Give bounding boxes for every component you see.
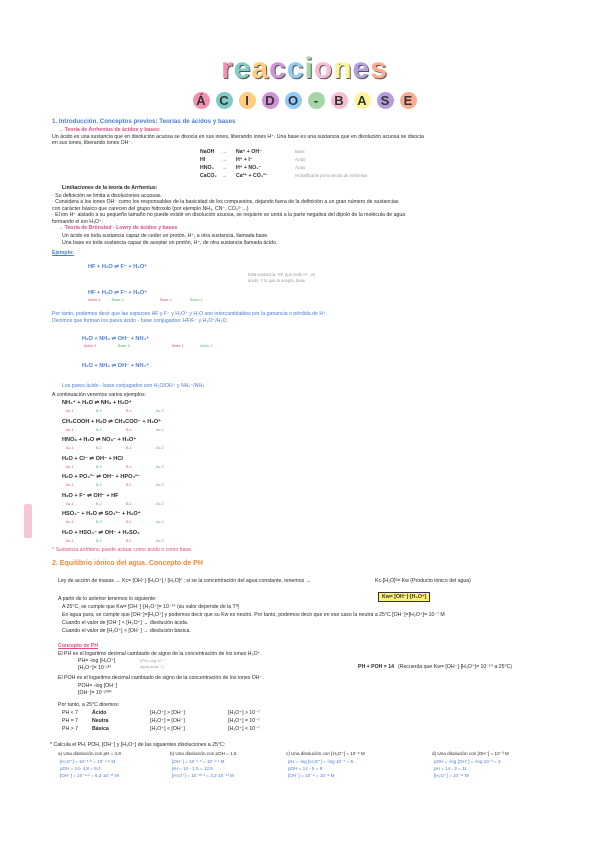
species-label: Base 1	[172, 344, 184, 348]
arrhenius-heading: → Teoría de Arrhenius de ácidos y bases:	[58, 127, 161, 133]
species-label: B.2	[96, 483, 102, 487]
title-letter: c	[286, 52, 305, 85]
species-label: Ac.2	[156, 427, 164, 432]
arrhenius-rhs: H⁺ + I⁻	[236, 157, 253, 163]
concentration-relation: [H₃O⁺] < [OH⁻]	[150, 726, 185, 732]
species-label: B.1	[126, 538, 132, 543]
title-bubble-letter: A	[354, 92, 371, 109]
exercise-line: [H₃O⁺] = 10⁻⁴·⁸ = 10⁻⁴·⁸ M	[60, 759, 116, 764]
concentration-value: [H₃O⁺] > 10⁻⁷	[228, 710, 260, 716]
species-label: Ácido 1	[88, 298, 101, 302]
species-label: Ac.1	[66, 464, 74, 469]
title-line-1	[0, 52, 609, 86]
species-label: Ac.1	[66, 520, 74, 524]
reaction-arrow: →	[222, 165, 228, 171]
species-label: B.2	[96, 427, 102, 432]
ph-poh-sum: PH + POH = 14	[358, 664, 395, 670]
ph-note-1: (PH=-log 10⁻⁷	[140, 658, 166, 663]
exercise-line: pH = 14 - 3 = 11	[434, 766, 467, 771]
species-label: Ac.1	[66, 483, 74, 487]
ph-formula-1: PH= -log [H₃O⁺]	[78, 658, 116, 664]
example-1-bottom: HF + H₂O ⇌ F⁻ + H₃O⁺	[88, 290, 148, 296]
reaction-arrow: →	[222, 173, 228, 179]
examples-intro: A continuación veremos varios ejemplos:	[52, 392, 146, 398]
species-label: Ac.1	[66, 446, 74, 450]
species-label: Ácido 1	[84, 344, 97, 348]
exercise-line: pH = 14 - 1,5 = 12,5	[172, 766, 213, 771]
title-bubble-letter: I	[239, 92, 256, 109]
species-label: Ac.2	[156, 520, 164, 524]
example-2-top: H₂O + NH₃ ⇌ OH⁻ + NH₄⁺	[82, 336, 150, 342]
ph-range: PH > 7	[62, 726, 79, 732]
example-label: Ejemplo:	[52, 250, 74, 256]
exercise-heading: d) Una disolución con [OH⁻] = 10⁻³ M	[432, 751, 509, 756]
section-2-heading: 2. Equilibrio iónico del agua. Concepto de PH	[52, 560, 203, 567]
margin-tag	[24, 504, 32, 538]
title-letter: e	[233, 52, 252, 85]
species-label: Base 2	[118, 344, 130, 348]
arrhenius-note: Base	[295, 149, 305, 154]
concentration-value: [H₃O⁺] = 10⁻⁷	[228, 718, 260, 724]
arrhenius-text-2: en sus iones, liberando iones OH⁻.	[52, 140, 133, 146]
example-1-note-2: ácido. Y la que lo acepta, base	[248, 278, 306, 283]
arrhenius-note: Ácido	[295, 157, 306, 162]
species-label: Ac.2	[156, 446, 164, 450]
limits-heading: Limitaciones de la teoría de Arrhenius:	[62, 185, 158, 191]
species-label: B.1	[126, 446, 132, 450]
poh-formula-2: [OH⁻]= 10⁻ᵖᴼᴴ	[78, 690, 112, 696]
title-letter: a	[251, 52, 270, 85]
species-label: Ac.2	[156, 501, 164, 506]
species-label: B.1	[126, 501, 132, 506]
arrhenius-rhs: Ca²⁺ + CO₃²⁻	[236, 173, 268, 179]
exercise-line: [H₃O⁺] = 10⁻¹¹ M	[434, 773, 469, 778]
amphoteric-note: * Sustancia anfótera: puede actuar como ácido o como base.	[52, 547, 193, 553]
limit-item: · Considera a los iones OH⁻ como los responsables de la basicidad de los compuestos, dejando fuera de la definición a un gran número de sustancias	[52, 199, 399, 206]
species-label: Base 2	[112, 298, 124, 302]
arrhenius-text-1: Un ácido es una sustancia que en disolución acuosa se disocia en sus iones, liberando iones H⁺. Una base es una sustancia que en disolución acuosa se disocia	[52, 134, 424, 140]
concentration-relation: [H₃O⁺] = [OH⁻]	[150, 718, 185, 724]
title-bubble-letter: D	[262, 92, 279, 109]
arrhenius-note: Inclasificable por la teoría de Arrhenius	[295, 173, 368, 178]
species-label: B.2	[96, 501, 102, 506]
species-label: B.2	[96, 409, 102, 413]
title-bubble-letter: C	[216, 92, 233, 109]
bronsted-heading: → Teoría de Brönsted - Lowry de ácidos y bases	[58, 225, 178, 231]
example-1-note-1: Esta sustancia, HF, que cede H⁺, es	[248, 272, 316, 277]
title-letter: o	[313, 52, 334, 85]
ph-sum-note: (Recuerda que Kw= [OH⁻]·[H₃O⁺]= 10⁻¹⁴ a 25°C)	[398, 664, 513, 670]
concentration-relation: [H₃O⁺] > [OH⁻]	[150, 710, 185, 716]
species-label: B.2	[96, 446, 102, 450]
exercise-line: [OH⁻] = 10⁻¹·⁵ = 10⁻¹·⁵ M	[172, 759, 225, 764]
species-label: Ac.2	[156, 409, 164, 413]
exercise-intro: * Calcula el PH, POH, [OH⁻] y [H₃O⁺] de las siguientes disoluciones a 25°C:	[50, 742, 226, 748]
acid-base-example: H₂O + PO₄³⁻ ⇌ OH⁻ + HPO₄²⁻	[62, 474, 140, 480]
acid-base-example: H₂O + HSO₄⁻ ⇌ OH⁻ + H₂SO₄	[62, 529, 140, 536]
concentration-value: [H₃O⁺] < 10⁻⁷	[228, 726, 260, 732]
kw-bullet: En agua pura, se cumple que [OH⁻]=[H₃O⁺] y podemos decir que su Kw es neutro. Por tanto, podemos decir que en ese caso la neutra a 25°C [OH⁻]=[H₃O⁺]= 10⁻⁷ M	[62, 612, 445, 618]
ph-note-2: agua pura: 7)	[140, 664, 164, 669]
species-label: Base 1	[160, 298, 172, 302]
reaction-arrow: →	[222, 149, 228, 155]
species-label: Ac.1	[66, 538, 74, 543]
title-bubble-letter: E	[400, 92, 417, 109]
conjugate-text-1: Por tanto, podemos decir que las especies HF y F⁻ y H₃O⁺ y H₂O son intercambiables por la ganancia o pérdida de H⁺.	[52, 311, 328, 317]
species-label: Ac.1	[66, 409, 74, 413]
solution-type: Neutra	[92, 718, 109, 724]
title-line-2	[0, 92, 609, 110]
exercise-line: pOH = -log [OH⁻] = -log 10⁻³ = 3	[434, 759, 501, 764]
poh-definition: El POH es el logaritmo decimal cambiado de signo de la concentración de los iones OH⁻.	[58, 675, 264, 681]
exercise-heading: a) Una disolución con pH = 4,8	[58, 751, 121, 756]
arrhenius-lhs: CaCO₃	[200, 173, 217, 179]
example-1-top: HF + H₂O ⇌ F⁻ + H₃O⁺	[88, 264, 148, 270]
title-bubble-letter: B	[331, 92, 348, 109]
table-intro: Por tanto, a 25°C diremos:	[58, 702, 120, 708]
conjugate-text-2: Decimos que forman los pares ácido - base conjugados: HF/F⁻ y H₃O⁺/H₂O.	[52, 318, 228, 324]
limit-item: · Su definición se limita a disoluciones acuosas.	[52, 193, 162, 199]
title-bubble-letter: S	[377, 92, 394, 109]
arrhenius-note: Ácido	[295, 165, 306, 170]
ph-range: PH < 7	[62, 710, 79, 716]
arrhenius-rhs: Na⁺ + OH⁻	[236, 149, 262, 155]
kw-formula: Kw= [OH⁻]·[H₃O⁺]	[378, 592, 430, 602]
species-label: B.1	[126, 409, 132, 413]
section-1-heading: 1. Introducción. Conceptos previos: Teorías de ácidos y bases	[52, 118, 236, 125]
title-letter: c	[269, 52, 287, 85]
poh-formula-1: POH= -log [OH⁻]	[78, 683, 118, 689]
title-bubble-letter: -	[308, 92, 325, 109]
exercise-line: [OH⁻] = 10⁻⁹ = 10⁻⁹ M	[288, 773, 335, 778]
acid-base-example: CH₃COOH + H₂O ⇌ CH₃COO⁻ + H₃O⁺	[62, 418, 162, 425]
species-label: Ácido 2	[200, 344, 213, 348]
title-letter: n	[333, 52, 353, 85]
exercise-line: pOH = 14 - 5 = 9	[288, 766, 323, 771]
species-label: Ac.1	[66, 501, 74, 506]
species-label: B.2	[96, 520, 102, 524]
kw-bullet: A 25°C, se cumple que Kw= [OH⁻]·[H₃O⁺]= 10⁻¹⁴ (su valor depende de la Tª)	[62, 604, 240, 610]
acid-base-example: H₂O + F⁻ ⇌ OH⁻ + HF	[62, 492, 119, 499]
pairs-text: Los pares ácido - base conjugados son H₂O/OH⁻ y NH₄⁺/NH₃	[62, 383, 205, 389]
limit-item: formando el ion H₃O⁺.	[52, 218, 104, 225]
exercise-line: [OH⁻] = 10⁻⁹·² = 6,3·10⁻¹⁰ M	[60, 773, 119, 778]
arrhenius-rhs: H⁺ + NO₃⁻	[236, 165, 262, 171]
species-label: B.2	[96, 464, 102, 469]
acid-base-example: HSO₄⁻ + H₂O ⇌ SO₄²⁻ + H₃O⁺	[62, 511, 141, 517]
arrhenius-lhs: HI	[200, 157, 206, 163]
bronsted-text-1: Un ácido es toda sustancia capaz de ceder un protón, H⁺, a otra sustancia, llamada base.	[62, 233, 269, 239]
limit-item: con carácter básico que carecen del grupo hidroxilo (por ejemplo NH₃, CN⁻, CO₃²⁻...)	[52, 205, 249, 212]
species-label: B.2	[96, 538, 102, 543]
ph-heading: Concepto de PH	[58, 643, 99, 649]
acid-base-example: H₂O + Cl⁻ ⇌ OH⁻ + HCl	[62, 455, 123, 462]
ph-formula-2: [H₃O⁺]= 10⁻ᵖᴴ	[78, 665, 111, 671]
kw-bullet: Cuando el valor de [OH⁻] < [H₃O⁺] → disolución ácida.	[62, 620, 189, 626]
kw-definition: Kc·[H₂O]²= Kw (Producto iónico del agua)	[375, 578, 471, 584]
species-label: Ac.1	[66, 427, 74, 432]
exercise-heading: c) Una disolución con [H₃O⁺] = 10⁻⁵ M	[286, 751, 365, 756]
title-letter: r	[221, 52, 234, 85]
limit-item: · El ion H⁺ aislado a su pequeño tamaño no puede existir en disolución acuosa, se requiere se unirá a la parte negativa del dipolo de la molécula de agua	[52, 212, 406, 219]
arrhenius-lhs: NaOH	[200, 149, 215, 155]
ph-range: PH = 7	[62, 718, 79, 724]
species-label: Ac.2	[156, 538, 164, 543]
solution-type: Ácido	[92, 710, 107, 716]
acid-base-example: NH₄⁺ + H₂O ⇌ NH₃ + H₃O⁺	[62, 400, 132, 406]
exercise-line: pH = -log [H₃O⁺] = -log 10⁻⁵ = 5	[288, 759, 354, 764]
example-2-bottom: H₂O + NH₃ ⇌ OH⁻ + NH₄⁺	[82, 363, 150, 369]
title-bubble-letter: O	[285, 92, 302, 109]
species-label: Ácido 2	[190, 298, 203, 302]
ph-definition: El PH es el logaritmo decimal cambiado de signo de la concentración de los iones H₃O⁺.	[58, 651, 262, 657]
title-letter: s	[370, 52, 388, 85]
solution-type: Básica	[92, 726, 109, 732]
title-word	[221, 52, 388, 86]
from-text: A partir de lo anterior tenemos lo siguiente:	[58, 596, 157, 602]
species-label: B.1	[126, 427, 132, 432]
bronsted-text-2: Una base es toda sustancia capaz de aceptar un protón, H⁺, de otra sustancia llamada ácido.	[62, 240, 278, 246]
species-label: Ac.2	[156, 483, 164, 487]
exercise-line: pOH = 14- 4,8 = 9,2	[60, 766, 101, 771]
species-label: B.1	[126, 483, 132, 487]
species-label: B.1	[126, 464, 132, 469]
title-letter: e	[352, 52, 371, 85]
species-label: Ac.2	[156, 464, 164, 469]
species-label: B.1	[126, 520, 132, 524]
acid-base-example: HNO₃ + H₂O ⇌ NO₃⁻ + H₃O⁺	[62, 437, 137, 443]
law-text: Ley de acción de masas → Kc= [OH⁻]·[H₃O⁺] / [H₂O]² ; si se la concentración del agua constante, tenemos →	[58, 578, 311, 584]
title-bubble-letter: Á	[193, 92, 210, 109]
reaction-arrow: →	[222, 157, 228, 163]
exercise-line: [H₃O⁺] = 10⁻¹²·⁵ = 3,2·10⁻¹³ M	[172, 773, 234, 778]
kw-bullet: Cuando el valor de [H₃O⁺] < [OH⁻] → disolución básica.	[62, 628, 191, 634]
arrhenius-lhs: HNO₃	[200, 165, 214, 171]
exercise-heading: b) Una disolución con pOH = 1,5	[170, 751, 237, 756]
title-letter: i	[304, 52, 314, 85]
